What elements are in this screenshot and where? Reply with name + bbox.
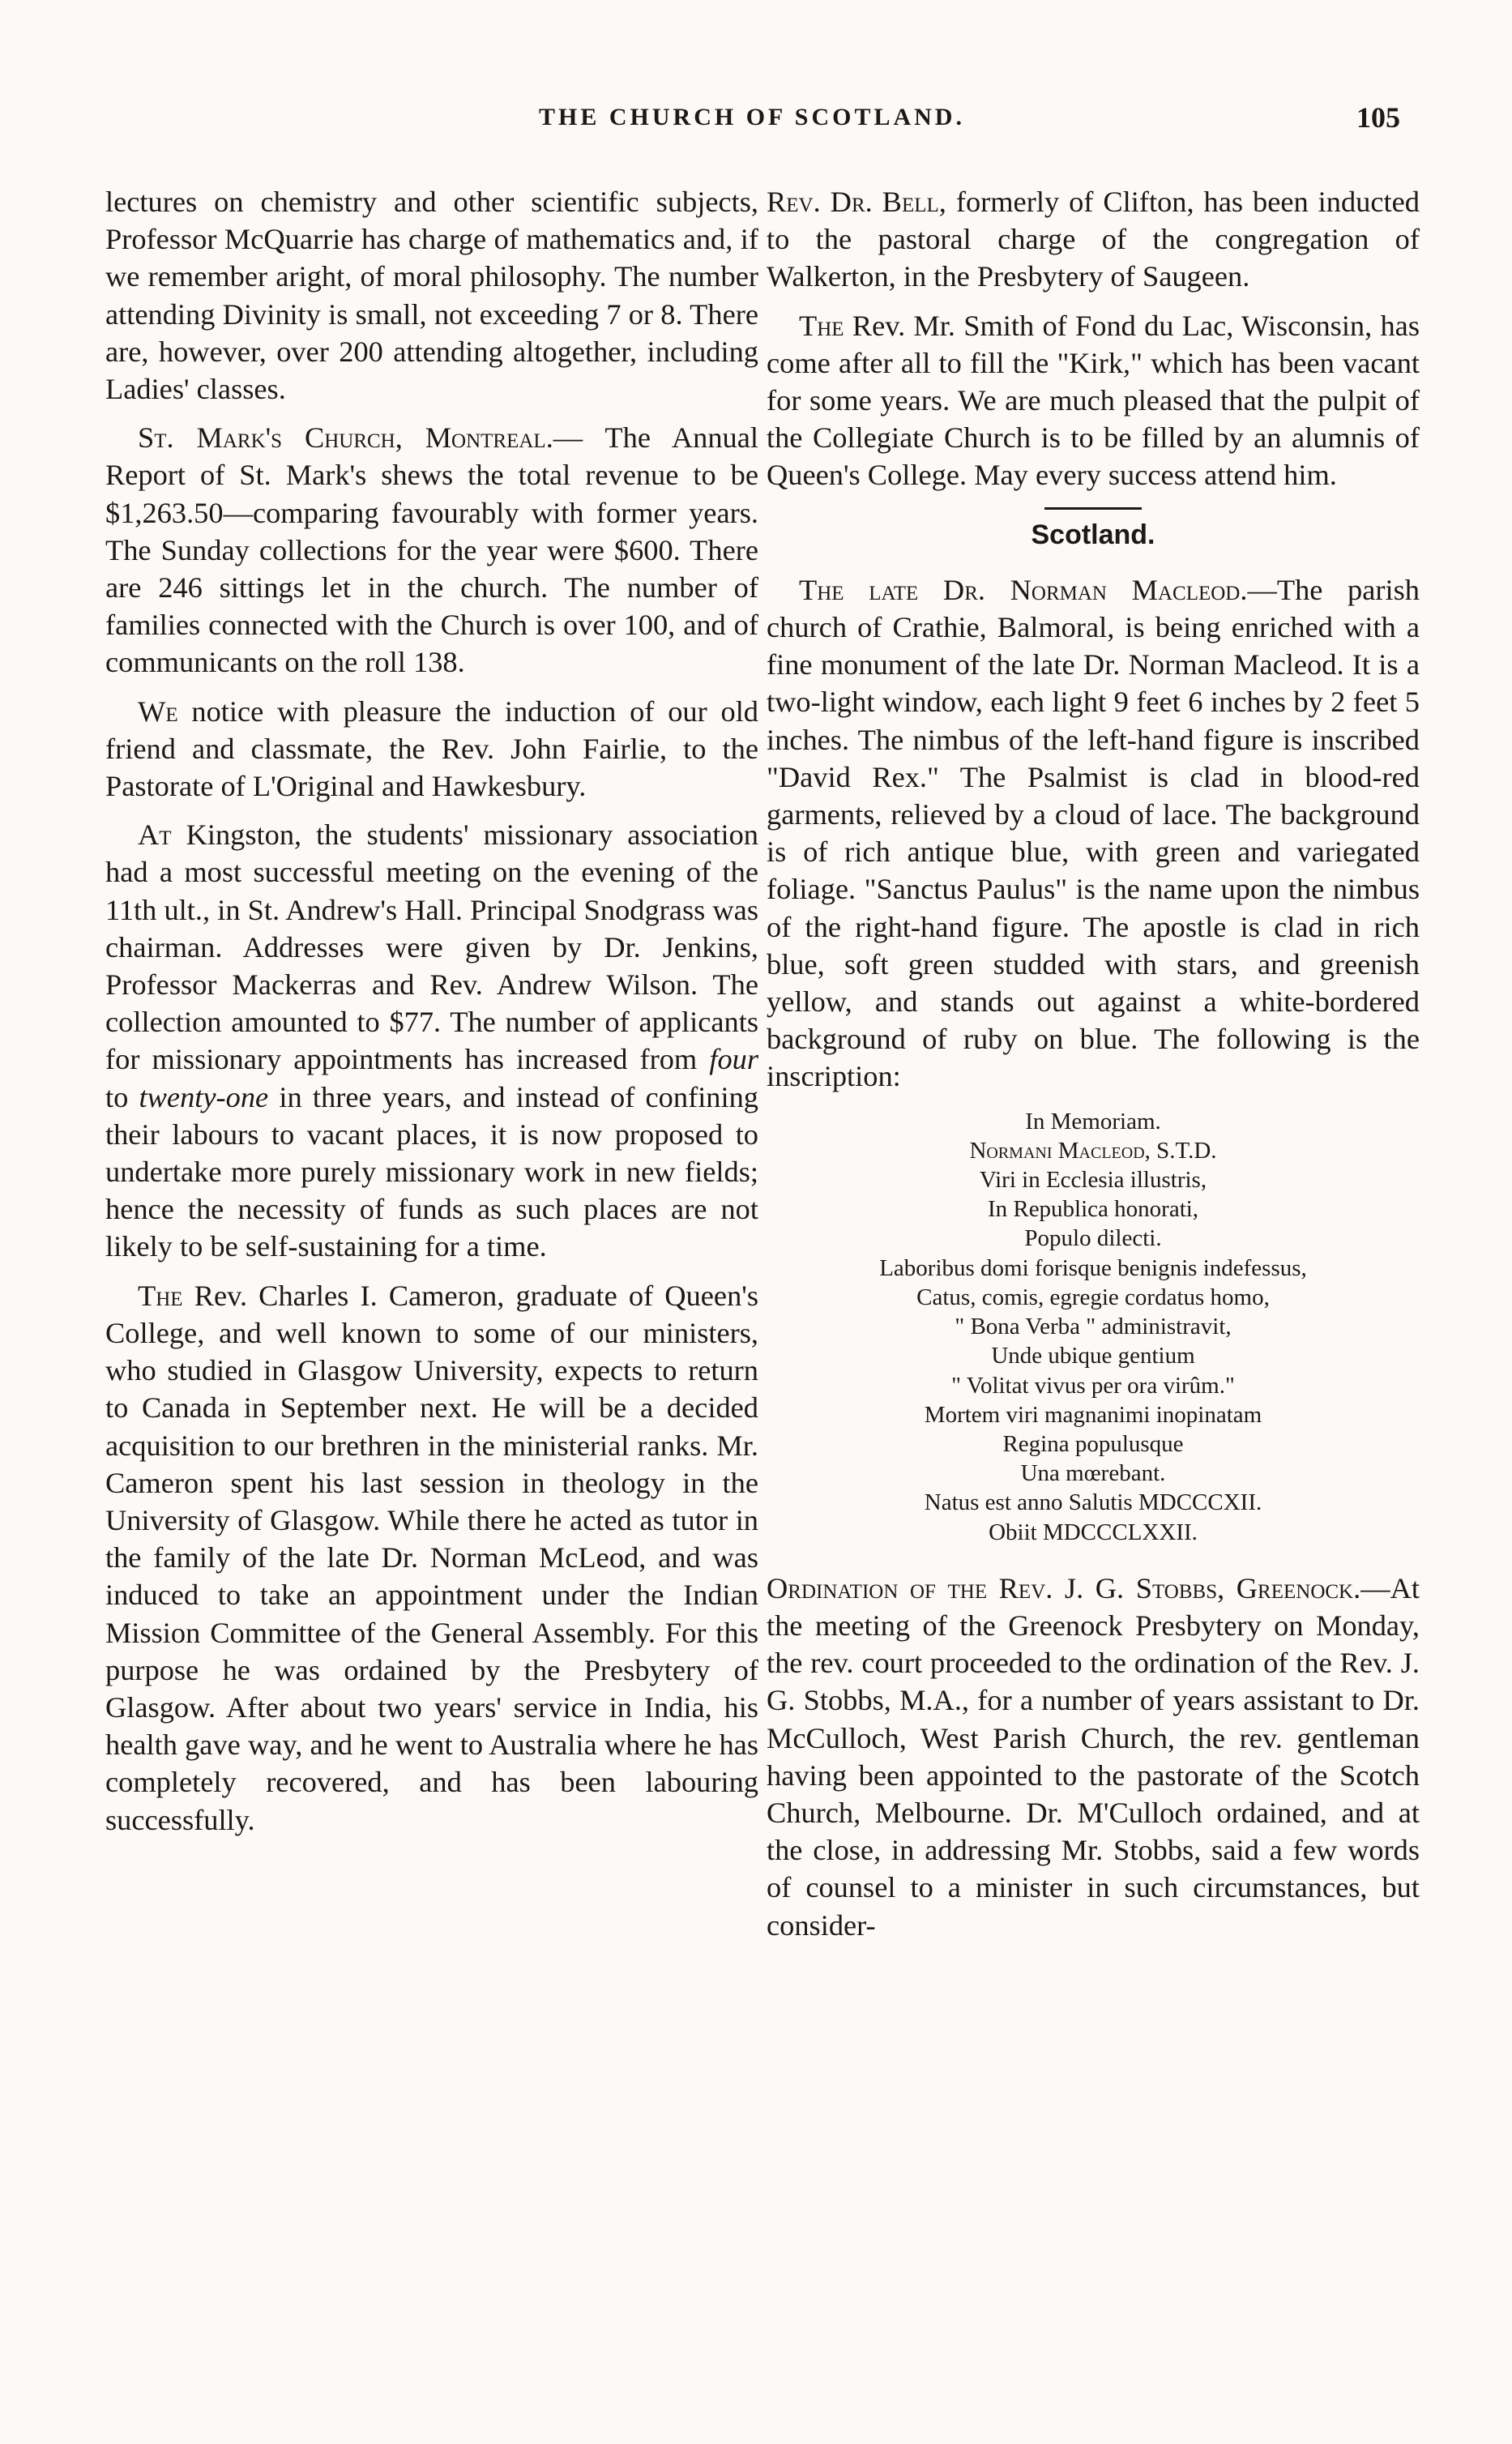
page-number: 105 xyxy=(1356,101,1400,134)
paragraph-st-marks xyxy=(105,419,758,681)
inscription-line: In Memoriam. xyxy=(1025,1108,1161,1134)
paragraph-rev-smith xyxy=(767,307,1420,494)
right-column xyxy=(767,183,1420,1955)
running-title: THE CHURCH OF SCOTLAND. xyxy=(539,104,965,130)
paragraph-norman-macleod xyxy=(767,571,1420,1096)
inscription-line: Natus est anno Salutis MDCCCXII. xyxy=(924,1489,1262,1516)
paragraph-cameron xyxy=(105,1277,758,1839)
left-column xyxy=(105,183,758,1850)
paragraph-lead: The xyxy=(138,1279,183,1312)
paragraph-chemistry-lectures: lectures on chemistry and other scientific subjects, Professor McQuarrie has charge of mathematics and, if we remember aright, of moral philosophy. The number attending Divinity is small, not exceeding 7 or 8. There are, however, over 200 attending altogether, including Ladies' classes. xyxy=(105,186,758,406)
paragraph-lead: The xyxy=(799,309,844,342)
inscription-line: Unde ubique gentium xyxy=(991,1343,1195,1369)
emphasis-twenty-one: twenty-one xyxy=(139,1080,269,1113)
inscription-line: " Bona Verba " administravit, xyxy=(955,1314,1232,1340)
inscription-line: Regina populusque xyxy=(1002,1430,1184,1457)
paragraph-body: Kingston, the students' missionary association had a most successful meeting on the evening of the 11th ult., in St. Andrew's Hall. Principal Snodgrass was chairman. Addresses were given by Dr. Jenkins, Professor Mackerras and Rev. Andrew Wilson. The collection amounted to $77. The number of applicants for missionary appointments has increased from xyxy=(105,818,758,1076)
inscription-line: Viri in Ecclesia illustris, xyxy=(979,1167,1207,1194)
running-head xyxy=(104,101,1400,144)
paragraph-lead: Rev. Dr. Bell, xyxy=(767,186,946,218)
inscription-line: " Volitat vivus per ora virûm." xyxy=(951,1372,1235,1399)
paragraph-body: The Annual Report of St. Mark's shews the total revenue to be $1,263.50—comparing favourably with former years. The Sunday collections for the year were $600. There are 246 sittings let in the church. The number of families connected with the Church is over 100, and of communicants on the roll 138. xyxy=(105,421,758,679)
paragraph-stobbs-ordination xyxy=(767,1570,1420,1944)
inscription-line: Obiit MDCCCLXXII. xyxy=(989,1519,1198,1545)
paragraph-lead: The late Dr. Norman Macleod. xyxy=(799,573,1248,606)
paragraph-dr-bell xyxy=(767,183,1420,296)
paragraph-body: —The parish church of Crathie, Balmoral, is being enriched with a fine monument of the late Dr. Norman Macleod. It is a two-light window, each light 9 feet 6 inches by 2 feet 5 inches. The nimbus of the left-hand figure is inscribed "David Rex." The Psalmist is clad in blood-red garments, relieved by a cloud of lace. The background is of rich antique blue, with green and variegated foliage. "Sanctus Paulus" is the name upon the nimbus of the right-hand figure. The apostle is clad in rich blue, soft green studded with stars, and greenish yellow, and stands out against a white-bordered background of ruby on blue. The following is the inscription: xyxy=(767,573,1420,1093)
paragraph-kingston-missionary xyxy=(105,816,758,1265)
paragraph-body: Rev. Mr. Smith of Fond du Lac, Wisconsin, has come after all to fill the "Kirk," which has been vacant for some years. We are much pleased that the pulpit of the Collegiate Church is to be filled by an alumnis of Queen's College. May every success attend him. xyxy=(767,309,1420,492)
paragraph-body: formerly of Clifton, has been inducted to the pastoral charge of the congregation of Walkerton, in the Presbytery of Saugeen. xyxy=(767,186,1420,293)
paragraph-lead: We xyxy=(138,694,178,728)
inscription-line: Mortem viri magnanimi inopinatam xyxy=(924,1401,1262,1428)
inscription-line: Normani Macleod, S.T.D. xyxy=(969,1137,1217,1164)
inscription-line: Catus, comis, egregie cordatus homo, xyxy=(916,1284,1270,1310)
memorial-inscription xyxy=(767,1107,1420,1547)
inscription-line: Populo dilecti. xyxy=(1024,1225,1162,1252)
paragraph-lead: Ordination of the Rev. J. G. Stobbs, Greenock. xyxy=(767,1571,1361,1604)
section-heading-scotland: Scotland. xyxy=(1031,519,1155,550)
paragraph-lead: St. Mark's Church, Montreal.— xyxy=(138,421,583,455)
paragraph-body: in three years, and instead of confining their labours to vacant places, it is now proposed to undertake more purely missionary work in new fields; hence the necessity of funds as such places are not likely to be self-sustaining for a time. xyxy=(105,1080,759,1263)
paragraph-body: to xyxy=(105,1080,139,1113)
inscription-line: Laboribus domi forisque benignis indefessus, xyxy=(879,1254,1307,1281)
paragraph-body: notice with pleasure the induction of our old friend and classmate, the Rev. John Fairlie, to the Pastorate of L'Original and Hawkesbury. xyxy=(105,694,758,803)
section-divider xyxy=(1044,507,1142,510)
paragraph-body: —At the meeting of the Greenock Presbytery on Monday, the rev. court proceeded to the ordination of the Rev. J. G. Stobbs, M.A., for a number of years assistant to Dr. McCulloch, West Parish Church, the rev. gentleman having been appointed to the pastorate of the Scotch Church, Melbourne. Dr. M'Culloch ordained, and at the close, in addressing Mr. Stobbs, said a few words of counsel to a minister in such circumstances, but consider- xyxy=(767,1571,1420,1942)
paragraph-lead: At xyxy=(138,818,172,852)
emphasis-four: four xyxy=(709,1043,758,1076)
inscription-line: Una mœrebant. xyxy=(1020,1460,1166,1487)
paragraph-fairlie-induction xyxy=(105,693,758,805)
inscription-line: In Republica honorati, xyxy=(987,1196,1199,1223)
paragraph-body: Rev. Charles I. Cameron, graduate of Queen's College, and well known to some of our ministers, who studied in Glasgow University, expects to return to Canada in September next. He will be a decided acquisition to our brethren in the ministerial ranks. Mr. Cameron spent his last session in theology in the University of Glasgow. While there he acted as tutor in the family of the late Dr. Norman McLeod, and was induced to take an appointment under the Indian Mission Committee of the General Assembly. For this purpose he was ordained by the Presbytery of Glasgow. After about two years' service in India, his health gave way, and he went to Australia where he has completely recovered, and has been labouring successfully. xyxy=(105,1279,758,1836)
